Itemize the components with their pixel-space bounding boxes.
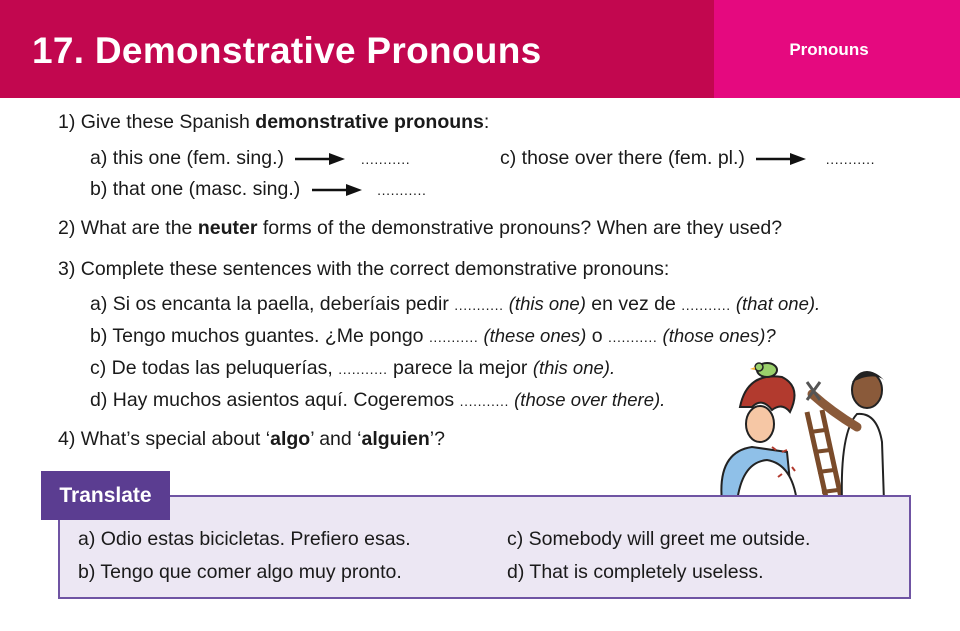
arrow-right-icon — [312, 183, 362, 197]
answer-blank[interactable]: ........... — [338, 361, 388, 377]
question-1-prompt: 1) Give these Spanish demonstrative pronouns: — [58, 111, 490, 133]
hairdresser-cartoon-icon — [712, 352, 902, 512]
translate-item-c: c) Somebody will greet me outside. — [507, 528, 811, 550]
question-1c: c) those over there (fem. pl.) ........... — [500, 147, 876, 169]
page-title: 17. Demonstrative Pronouns — [32, 30, 542, 71]
translate-item-a: a) Odio estas bicicletas. Prefiero esas. — [78, 528, 411, 550]
question-1b: b) that one (masc. sing.) ........... — [90, 178, 427, 200]
answer-blank[interactable]: ........... — [825, 151, 876, 167]
question-2: 2) What are the neuter forms of the demonstrative pronouns? When are they used? — [58, 217, 783, 239]
question-3a: a) Si os encanta la paella, deberíais pedir ........... (this one) en vez de ........... (that one). — [90, 293, 821, 315]
translate-item-d: d) That is completely useless. — [507, 561, 764, 583]
question-3-prompt: 3) Complete these sentences with the correct demonstrative pronouns: — [58, 258, 670, 280]
answer-blank[interactable]: ........... — [360, 151, 411, 167]
arrow-right-icon — [295, 152, 345, 166]
question-3c: c) De todas las peluquerías, ........... parece la mejor (this one). — [90, 357, 616, 379]
question-4: 4) What’s special about ‘algo’ and ‘alguien’? — [58, 428, 445, 450]
answer-blank[interactable]: ........... — [681, 297, 731, 313]
translate-item-b: b) Tengo que comer algo muy pronto. — [78, 561, 402, 583]
answer-blank[interactable]: ........... — [608, 329, 658, 345]
question-3b: b) Tengo muchos guantes. ¿Me pongo ........... (these ones) o ........... (those ones)? — [90, 325, 776, 347]
question-3d: d) Hay muchos asientos aquí. Cogeremos ........... (those over there). — [90, 389, 666, 411]
arrow-right-icon — [756, 152, 806, 166]
answer-blank[interactable]: ........... — [377, 182, 427, 198]
translate-heading: Translate — [59, 484, 152, 507]
answer-blank[interactable]: ........... — [428, 329, 479, 345]
answer-blank[interactable]: ........... — [454, 297, 504, 313]
section-label: Pronouns — [789, 40, 869, 59]
question-1a: a) this one (fem. sing.) ........... — [90, 147, 411, 169]
answer-blank[interactable]: ........... — [459, 393, 509, 409]
